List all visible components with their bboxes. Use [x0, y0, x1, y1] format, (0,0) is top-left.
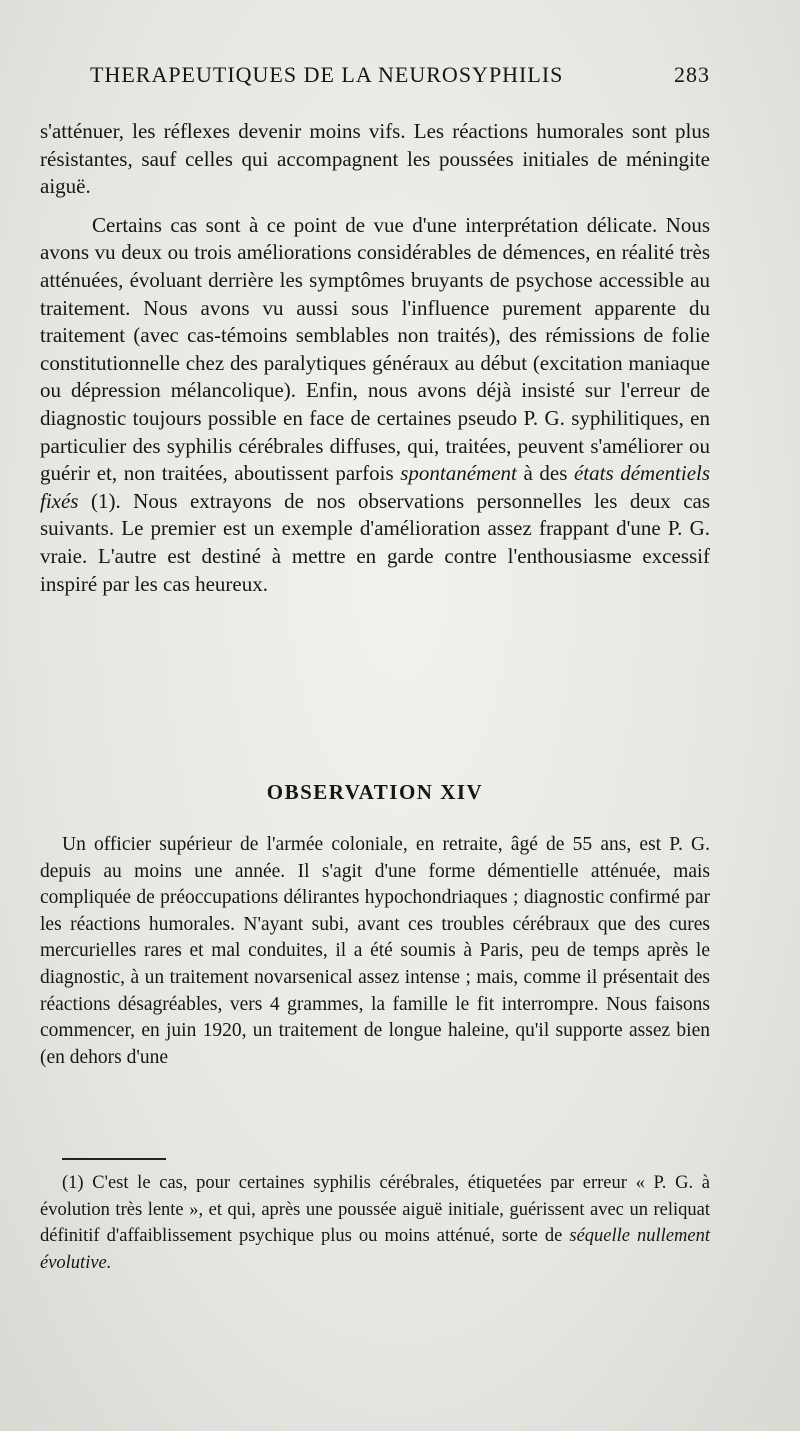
footnote-rule: [62, 1158, 166, 1160]
paragraph-2-part-c: (1). Nous extrayons de nos observations personnelles les deux cas suivants. Le premier est un exemple d'amélioration assez frappant d'une P. G. vraie. L'autre est destiné à mettre en garde contre l'enthousiasme excessif inspiré par les cas heureux.: [40, 488, 711, 596]
footnote-emphasis: séquelle nullement évolutive.: [40, 1226, 710, 1273]
observation-heading: OBSERVATION XIV: [266, 780, 484, 804]
paragraph-2-part-a: Certains cas sont à ce point de vue d'une interprétation délicate. Nous avons vu deux ou trois améliorations considérables de démences, en réalité très atténuées, évoluant derrière les symptômes bruyants de psychose accessible au traitement. Nous avons vu aussi sous l'influence purement apparente du traitement (avec cas-témoins semblables non traités), des rémissions de folie constitutionnelle chez des paralytiques généraux au début (excitation maniaque ou dépression mélancolique). Enfin, nous avons déjà insisté sur l'erreur de diagnostic toujours possible en face de certaines pseudo P. G. syphilitiques, en particulier des syphilis cérébrales diffuses, qui, traitées, peuvent s'améliorer ou guérir et, non traitées, aboutissent parfois: [40, 212, 710, 486]
main-text: [40, 118, 710, 598]
footnote: [40, 1170, 710, 1276]
paragraph-2: [40, 212, 710, 598]
running-title: THERAPEUTIQUES DE LA NEUROSYPHILIS: [90, 62, 564, 87]
running-header: [90, 62, 710, 88]
paragraph-2-part-b: à des: [523, 461, 568, 486]
emphasis-spontanement: spontanément: [400, 461, 517, 486]
page-number: 283: [674, 62, 710, 87]
footnote-text: (1) C'est le cas, pour certaines syphilis cérébrales, étiquetées par erreur « P. G. à évolution très lente », et qui, après une poussée aiguë initiale, guérissent avec un reliquat définitif d'affaiblissement psychique plus ou moins atténué, sorte de: [40, 1173, 710, 1246]
paragraph-1: s'atténuer, les réflexes devenir moins vifs. Les réactions humorales sont plus résistantes, sauf celles qui accompagnent les poussées initiales de méningite aiguë.: [40, 119, 710, 199]
emphasis-etats-dementiels: états démentiels fixés: [40, 461, 711, 513]
observation-text: Un officier supérieur de l'armée coloniale, en retraite, âgé de 55 ans, est P. G. depuis au moins une année. Il s'agit d'une forme démentielle atténuée, mais compliquée de préoccupations délirantes hypochondriaques ; diagnostic confirmé par les réactions humorales. N'ayant subi, avant ces troubles cérébraux que des cures mercurielles rares et mal conduites, il a été soumis à Paris, peu de temps après le diagnostic, à un traitement novarsenical assez intense ; mais, comme il présentait des réactions désagréables, vers 4 grammes, la famille le fit interrompre. Nous faisons commencer, en juin 1920, un traitement de longue haleine, qu'il supporte assez bien (en dehors d'une: [40, 834, 710, 1068]
